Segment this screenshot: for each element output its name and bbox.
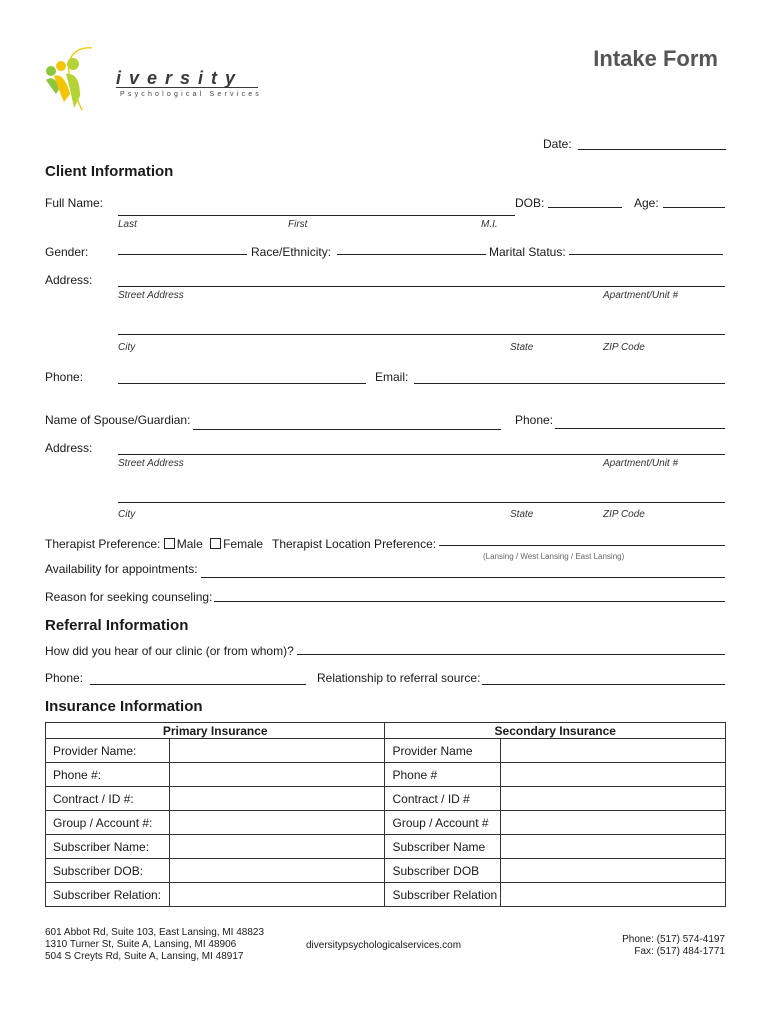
spouse-field[interactable] (193, 429, 501, 430)
page-title: Intake Form (593, 46, 718, 71)
location-hint: (Lansing / West Lansing / East Lansing) (483, 552, 625, 561)
reason-label: Reason for seeking counseling: (45, 590, 213, 604)
female-checkbox[interactable] (210, 538, 221, 549)
marital-label: Marital Status: (489, 245, 566, 259)
brand-name: iversity (116, 68, 244, 88)
date-field[interactable] (578, 149, 726, 150)
primary-row-label: Contract / ID #: (46, 787, 170, 811)
email-label: Email: (375, 370, 409, 384)
spouse-street-caption: Street Address (118, 458, 184, 469)
spouse-address-label: Address: (45, 441, 93, 455)
middle-initial-caption: M.I. (481, 219, 498, 230)
insurance-heading: Insurance Information (45, 698, 203, 715)
availability-label: Availability for appointments: (45, 562, 198, 576)
secondary-input-cell[interactable] (501, 763, 726, 787)
zip-caption: ZIP Code (603, 342, 645, 353)
secondary-row-label: Subscriber DOB (385, 859, 501, 883)
dob-label: DOB: (515, 196, 545, 210)
spouse-city-caption: City (118, 509, 136, 520)
email-field[interactable] (414, 383, 725, 384)
secondary-row-label: Subscriber Name (385, 835, 501, 859)
street-caption: Street Address (118, 290, 184, 301)
primary-input-cell[interactable] (169, 739, 385, 763)
secondary-input-cell[interactable] (501, 739, 726, 763)
relationship-label: Relationship to referral source: (317, 671, 481, 685)
gender-label: Gender: (45, 245, 89, 259)
referral-how-label: How did you hear of our clinic (or from whom)? (45, 644, 294, 658)
secondary-insurance-header: Secondary Insurance (385, 723, 726, 739)
table-row (46, 787, 726, 811)
secondary-row-label: Contract / ID # (385, 787, 501, 811)
phone-field[interactable] (118, 383, 366, 384)
primary-input-cell[interactable] (169, 883, 385, 907)
table-row (46, 763, 726, 787)
client-heading: Client Information (45, 163, 174, 180)
secondary-input-cell[interactable] (501, 835, 726, 859)
logo (42, 44, 267, 114)
gender-field[interactable] (118, 254, 247, 255)
apartment-caption: Apartment/Unit # (603, 290, 679, 301)
spouse-label: Name of Spouse/Guardian: (45, 413, 191, 427)
address-line: 1310 Turner St, Suite A, Lansing, MI 48906 (45, 939, 237, 950)
insurance-table (45, 722, 726, 907)
primary-input-cell[interactable] (169, 763, 385, 787)
address-line: 504 S Creyts Rd, Suite A, Lansing, MI 48917 (45, 951, 244, 962)
primary-input-cell[interactable] (169, 811, 385, 835)
primary-input-cell[interactable] (169, 859, 385, 883)
footer-contact (622, 934, 725, 958)
table-row (46, 811, 726, 835)
race-label: Race/Ethnicity: (251, 245, 332, 259)
footer-website[interactable]: diversitypsychologicalservices.com (306, 940, 462, 951)
primary-insurance-header: Primary Insurance (46, 723, 385, 739)
table-row (46, 835, 726, 859)
footer-phone: Phone: (517) 574-4197 (622, 934, 725, 945)
first-name-caption: First (288, 219, 308, 230)
secondary-row-label: Group / Account # (385, 811, 501, 835)
table-row (46, 739, 726, 763)
primary-row-label: Group / Account #: (46, 811, 170, 835)
last-name-caption: Last (118, 219, 137, 230)
primary-row-label: Subscriber DOB: (46, 859, 170, 883)
male-checkbox[interactable] (164, 538, 175, 549)
primary-row-label: Provider Name: (46, 739, 170, 763)
secondary-input-cell[interactable] (501, 811, 726, 835)
brand-tagline: Psychological Services (120, 91, 262, 98)
spouse-phone-field[interactable] (555, 428, 725, 429)
dob-field[interactable] (548, 207, 622, 208)
city-caption: City (118, 342, 136, 353)
age-label: Age: (634, 196, 659, 210)
state-caption: State (510, 342, 534, 353)
reason-field[interactable] (214, 601, 725, 602)
phone-label: Phone: (45, 370, 84, 384)
referral-phone-field[interactable] (90, 684, 306, 685)
full-name-field[interactable] (118, 215, 515, 216)
primary-row-label: Subscriber Relation: (46, 883, 170, 907)
street-address-field[interactable] (118, 286, 725, 287)
spouse-apartment-caption: Apartment/Unit # (603, 458, 679, 469)
relationship-field[interactable] (482, 684, 725, 685)
secondary-input-cell[interactable] (501, 787, 726, 811)
address-label: Address: (45, 273, 93, 287)
primary-input-cell[interactable] (169, 835, 385, 859)
spouse-phone-label: Phone: (515, 413, 554, 427)
spouse-street-field[interactable] (118, 454, 725, 455)
therapist-preference (45, 537, 263, 551)
logo-figures-icon (42, 44, 112, 114)
male-label: Male (176, 537, 203, 551)
marital-field[interactable] (569, 254, 723, 255)
secondary-input-cell[interactable] (501, 883, 726, 907)
location-pref-field[interactable] (439, 545, 725, 546)
secondary-input-cell[interactable] (501, 859, 726, 883)
primary-row-label: Phone #: (46, 763, 170, 787)
referral-phone-label: Phone: (45, 671, 84, 685)
spouse-city-state-zip-field[interactable] (118, 502, 725, 503)
spouse-zip-caption: ZIP Code (603, 509, 645, 520)
availability-field[interactable] (201, 577, 725, 578)
date-label: Date: (543, 137, 572, 151)
table-row (46, 883, 726, 907)
referral-how-field[interactable] (297, 654, 725, 655)
referral-heading: Referral Information (45, 617, 189, 634)
therapist-pref-label: Therapist Preference: (45, 537, 161, 551)
race-field[interactable] (337, 254, 486, 255)
full-name-label: Full Name: (45, 196, 104, 210)
address-line: 601 Abbot Rd, Suite 103, East Lansing, MI 48823 (45, 927, 265, 938)
footer-addresses (45, 927, 264, 963)
city-state-zip-field[interactable] (118, 334, 725, 335)
spouse-state-caption: State (510, 509, 534, 520)
secondary-row-label: Phone # (385, 763, 501, 787)
primary-input-cell[interactable] (169, 787, 385, 811)
secondary-row-label: Subscriber Relation (385, 883, 501, 907)
secondary-row-label: Provider Name (385, 739, 501, 763)
footer-fax: Fax: (517) 484-1771 (634, 946, 725, 957)
location-pref-label: Therapist Location Preference: (272, 537, 437, 551)
primary-row-label: Subscriber Name: (46, 835, 170, 859)
age-field[interactable] (663, 207, 725, 208)
female-label: Female (223, 537, 264, 551)
table-row (46, 859, 726, 883)
